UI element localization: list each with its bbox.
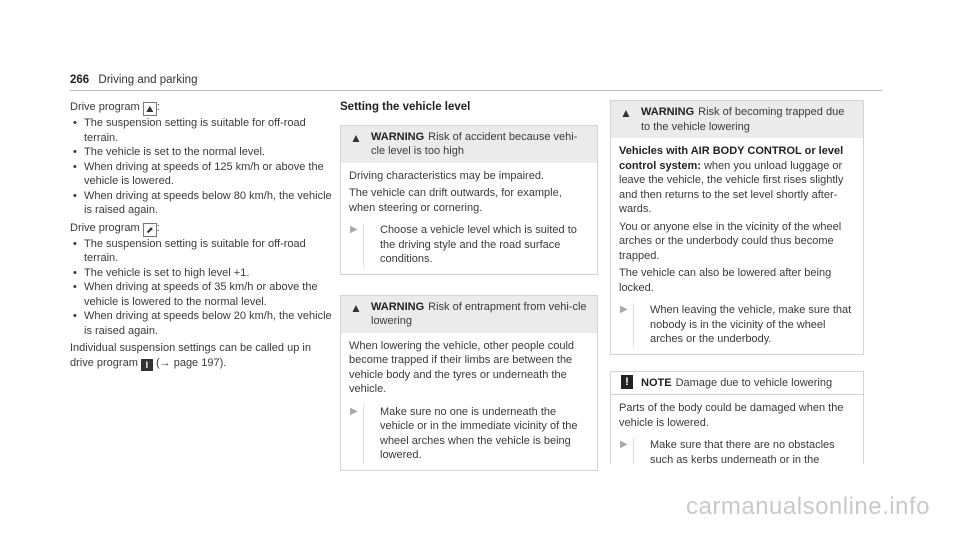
list-item: • When driving at speeds below 20 km/h, the vehicle is raised again. bbox=[70, 309, 332, 338]
list-item: • The suspension setting is suitable for off-road terrain. bbox=[70, 116, 332, 145]
arrow-icon: ▶ bbox=[350, 224, 358, 235]
list-item: • When driving at speeds of 125 km/h or above the vehicle is lowered. bbox=[70, 160, 332, 189]
note-label: NOTE bbox=[641, 376, 672, 389]
arrow-icon: ▶ bbox=[620, 439, 628, 450]
individual-program-icon: I bbox=[141, 359, 153, 371]
section-title: Driving and parking bbox=[98, 74, 198, 86]
list-item: • When driving at speeds of 35 km/h or above the vehicle is lowered to the normal level. bbox=[70, 280, 332, 309]
exclamation-icon: ! bbox=[621, 375, 633, 389]
individual-settings-text: Individual suspension settings can be called up in drive program I (→ page 197). bbox=[70, 342, 311, 370]
instruction-step: ▶ When leaving the vehicle, make sure that nobody is in the vicinity of the wheel arches or the underbody. bbox=[633, 303, 855, 347]
warning-paragraph: Driving characteristics may be impaired. bbox=[349, 169, 545, 182]
page-number: 266 bbox=[70, 74, 90, 86]
page-reference-link[interactable]: (→ page 197). bbox=[155, 356, 227, 369]
arrow-icon: ▶ bbox=[350, 405, 358, 417]
warning-box-accident bbox=[340, 125, 598, 275]
warning-triangle-icon: ▲ bbox=[350, 130, 362, 145]
warning-paragraph: You or anyone else in the vicinity of the wheel arches or the underbody could thus become trapped. bbox=[619, 220, 842, 262]
warning-header bbox=[341, 296, 597, 333]
warning-paragraph: Vehicles with AIR BODY CONTROL or level control system: when you unload luggage or leave the vehicle, the vehicle first rises slightly and then returns to the set level shortly after-wards. bbox=[619, 145, 844, 215]
offroad-program-icon: ⛰ bbox=[143, 102, 157, 116]
arrow-icon: ▶ bbox=[620, 304, 628, 315]
list-item: • The suspension setting is suitable for off-road terrain. bbox=[70, 237, 332, 266]
warning-box-trapped bbox=[610, 100, 864, 355]
column-lowering bbox=[610, 100, 864, 464]
rock-intro: Drive program ⬈ : bbox=[70, 221, 160, 235]
warning-header bbox=[341, 126, 597, 163]
offroad-intro: Drive program ⛰ : bbox=[70, 101, 160, 114]
instruction-step: ▶ Choose a vehicle level which is suited to the driving style and the road surface conditions. bbox=[363, 223, 589, 267]
warning-label: WARNING bbox=[371, 130, 425, 143]
rock-bullet-list bbox=[70, 237, 332, 339]
note-paragraph: Parts of the body could be damaged when the vehicle is lowered. bbox=[619, 402, 844, 429]
page-header bbox=[70, 74, 197, 86]
warning-label: WARNING bbox=[371, 300, 425, 313]
column-drive-programs bbox=[70, 100, 332, 371]
note-header bbox=[611, 372, 863, 396]
warning-paragraph: When lowering the vehicle, other people could become trapped if their limbs are between the vehicle body and the tyres or underneath the vehicle. bbox=[349, 339, 575, 395]
list-item: • The vehicle is set to the normal level. bbox=[70, 145, 332, 160]
rock-program-icon: ⬈ bbox=[143, 223, 157, 237]
note-box-damage bbox=[610, 371, 864, 464]
warning-paragraph: The vehicle can drift outwards, for example, when steering or cornering. bbox=[349, 187, 562, 214]
warning-body bbox=[611, 138, 863, 354]
warning-box-entrapment bbox=[340, 295, 598, 471]
instruction-step: ▶ Make sure that there are no obstacles such as kerbs underneath or in the bbox=[633, 438, 855, 464]
section-heading: Setting the vehicle level bbox=[340, 101, 471, 113]
watermark: carmanualsonline.info bbox=[686, 493, 930, 520]
note-title: Damage due to vehicle lowering bbox=[675, 376, 833, 389]
warning-title: Risk of becoming trapped due to the vehicle lowering bbox=[641, 106, 845, 133]
warning-title: Risk of accident because vehi-cle level is too high bbox=[371, 130, 578, 157]
note-body bbox=[611, 395, 863, 464]
offroad-bullet-list bbox=[70, 116, 332, 218]
warning-paragraph: The vehicle can also be lowered after being locked. bbox=[619, 267, 832, 294]
list-item: • When driving at speeds below 80 km/h, the vehicle is raised again. bbox=[70, 189, 332, 218]
warning-triangle-icon: ▲ bbox=[350, 300, 362, 315]
warning-body bbox=[341, 333, 597, 470]
warning-header bbox=[611, 101, 863, 138]
warning-triangle-icon: ▲ bbox=[620, 106, 632, 120]
instruction-step: ▶ Make sure no one is underneath the vehicle or in the immediate vicinity of the wheel arches when the vehicle is being lowered. bbox=[363, 405, 589, 463]
warning-body bbox=[341, 163, 597, 274]
column-vehicle-level bbox=[340, 100, 598, 471]
list-item: • The vehicle is set to high level +1. bbox=[70, 266, 332, 281]
header-divider bbox=[70, 90, 882, 91]
warning-label: WARNING bbox=[641, 106, 695, 118]
warning-title: Risk of entrapment from vehi-cle lowering bbox=[371, 300, 587, 327]
